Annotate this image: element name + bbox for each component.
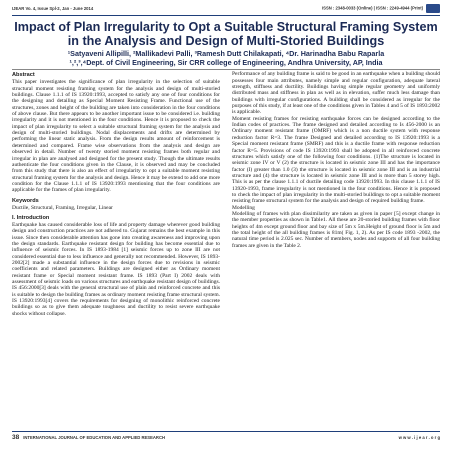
introduction-paragraph: Earthquake has caused considerable loss of life and property damage wherever good building design and construction practices are not adhered to. Gujarat remains the best example in this issue. Since then considerable attention has gone into creating awareness and improving upon the design standards. Earthquake resistant design for building has become essential due to influence of seismic forces. In IS 1893-1984 [1] seismic forces up to zone III are not considered essential due to less influence and generally not recommended. However, IS 1893-2002[2] made a substantial influence in the design forces due to revisions in seismic coefficients and related parameters. Buildings are designed either as Ordinary moment resistant frame or Special moment resistant frame. IS 1893 (Part I) 2002 deals with assessment of seismic loads on various structures and earthquake resistant design of buildings. IS 456:2000[3] deals with the general structural use of plain and reinforced concrete and this is suitable to design the building frames as ordinary moment resisting frame structural system. IS 13920:1993[4] covers the requirements for designing of monolithic reinforced concrete buildings so as to give them adequate toughness and ductility to resist severe earthquake shocks without collapse.	[12, 221, 220, 317]
modelling-paragraph: Modelling of frames with plan dissimilarity are taken as given in paper [5] except change in the member properties as shown in Table1. All these are 20-storied building frames with floor heights of 4m except ground floor and bay size of 5m x 5m.Height of ground floor is 5m and the total height of the all building frames is 81m( Fig. 1, 2). As per IS code 1893 -2002, the natural time period is 2.025 sec. Number of members, nodes and supports of all four building frames are given in the Table 2.	[232, 210, 440, 249]
journal-name: INTERNATIONAL JOURNAL OF EDUCATION AND APPLIED RESEARCH	[23, 435, 165, 440]
introduction-heading: I. Introduction	[12, 214, 50, 221]
header-rule	[12, 15, 440, 16]
abstract-text: This paper investigates the significance of plan irregularity in the selection of suitable structural moment resisting framing system for the analysis and design of multi-storied buildings. Clause 1.1.1 of IS 13920:1993, accepted to satisfy any one of four conditions for the designing and detailing as Special Moment Resisting Frame. Functional use of the structures, zones and height of the building are taken into consideration in the four conditions of above clause. But there appears to be another important issue to be considered i.e. building irregularity and it is not mentioned in the four conditions. Hence it is proposed to check the impact of plan irregularity to select a suitable structural framing system for the analysis and design of multi-storied buildings. Nodal displacements and drifts are determined by performing the linear static analysis. From the design results amount of reinforcement is determined and compared. Frame wise observations from the analysis and design are observed in detail. Number of twenty storied moment resisting frames both regular and irregular in plan are analysed and designed for the present study. Though the ultimate results authenticate the four conditions given in the Clause, it is observed and may be concluded from this study that there is also an effect of irregularity to opt a suitable moment resisting structural framing system for the analysis and design. Hence it may be extend to add one more condition for the Clause 1.1.1 of IS 13920:1993 mentioning that the four conditions are applicable for the frames of plan irregularity.	[12, 79, 220, 194]
left-column	[12, 71, 220, 317]
modelling-heading: Modelling	[232, 204, 255, 211]
header-issue: IJEAR Vo. 4, Issue Spl-2, Jan - June 2014	[12, 6, 94, 11]
abstract-heading: Abstract	[12, 72, 35, 79]
journal-website: w w w . i j e a r . o r g	[398, 435, 440, 440]
keywords-heading: Keywords	[12, 197, 39, 204]
author-list: ¹Satyaveni Allipilli, ²Mallikadevi Palli, ³Ramesh Dutt Chilakapati, ⁴Dr. Harinadha Babu Raparla	[67, 49, 385, 59]
running-footer	[12, 434, 440, 441]
header-issn: ISSN : 2348-0033 (Online) | ISSN : 2249-4944 (Print)	[322, 4, 440, 13]
journal-logo-icon	[426, 4, 440, 13]
author-affiliation: ¹,²,³,⁴Dept. of Civil Engineering, Sir CRR college of Engineering, Andhra University, AP, India	[69, 57, 383, 67]
footer-rule	[12, 431, 440, 432]
right-column	[232, 71, 440, 317]
page-number: 38	[12, 434, 20, 441]
attributes-paragraph: Performance of any building frame is said to be good in an earthquake when a building should possesses four main attributes, namely simple and regular configuration, adequate lateral strength, stiffness and ductility. Buildings having simple regular geometry and uniformly distributed mass and stiffness in plan as well as in elevation, suffer much less damage than buildings with irregular configurations. A building shall be considered as irregular for the purposes of this study, if at least one of the conditions given in Tables 4 and 5 of IS 1893:2002 is applicable.	[232, 71, 440, 116]
keywords-text: Ductile, Structural, Framing, Irregular, Linear	[12, 204, 113, 211]
paper-title: Impact of Plan Irregularity to Opt a Suitable Structural Framing System in the Analysis and Design of Multi-Storied Buildings	[14, 20, 438, 48]
frames-paragraph: Moment resisting frames for resisting earthquake forces can be designed according to the Indian codes of practices. The frame designed and detailed according to Is 456-2000 is an Ordinary moment resistant frame (OMRF) which is a non ductile system with response reduction factor R=3. The frame Designed and detailed according to IS 13920:1993 is a Special moment resistant frame (SMRF) and this is a ductile frame with response reduction factor R=5. Provisions of code IS 13920:1993 shall be adopted in all reinforced concrete structures which satisfy one of the following four conditions. (1)The structure is located in seismic zone IV or V (2) the structure is located in seismic zone III and has the importance factor (I) greater than 1.0 (3) the structure is located in seismic zone III and is an industrial structure and (4) the structure is located in seismic zone III and is more than 5 storey high. This is as per the clause 1.1.1 of ductile detailing code 13920:1993. In this clause 1.1.1 of IS 13920-1993, frame irregularity is not mentioned in the four conditions. Hence it is proposed to check the impact of plan irregularity in the multi-storied buildings to opt a suitable moment resisting frame structural system for the analysis and design of required building frame.	[232, 115, 440, 205]
body-columns	[12, 71, 440, 317]
